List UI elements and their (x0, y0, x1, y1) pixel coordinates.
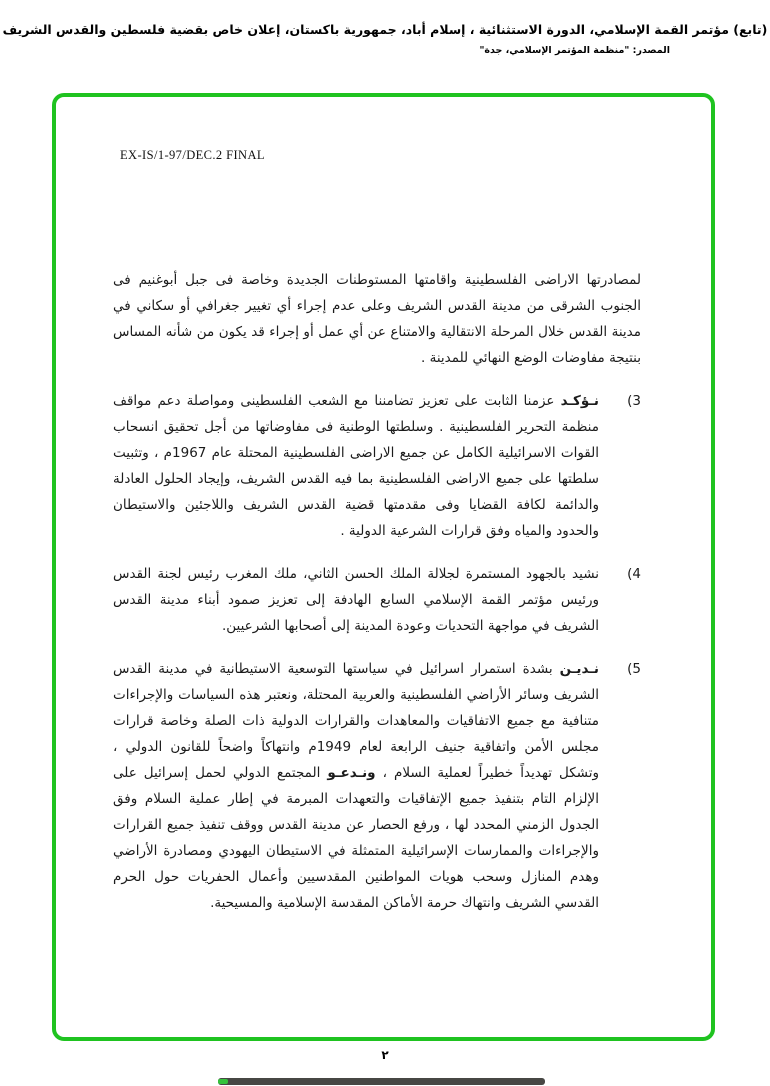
item-text-3 (113, 388, 599, 544)
document-reference: EX-IS/1-97/DEC.2 FINAL (120, 148, 265, 162)
scan-frame (52, 93, 715, 1041)
item-text-4 (113, 561, 599, 639)
scan-edge-green-mark (218, 1079, 228, 1084)
item-lead-word-5: نـديـن (559, 661, 599, 677)
item-lead2-word-5: ونـدعـو (327, 765, 376, 781)
page-number: ٢ (381, 1048, 389, 1062)
list-item-5 (113, 656, 641, 916)
item-body-text-3: عزمنا الثابت على تعزيز تضامننا مع الشعب الفلسطينى ومواصلة دعم مواقف منظمة التحرير الفلسطينية . وسلطتها الوطنية فى مفاوضاتها من أجل تحقيق انسحاب القوات الاسرائيلية الكامل عن جميع الاراضى الفلسطينية المحتلة عام 1967م ، وتثبيت سلطتها على جميع الاراضى الفلسطينية بما فيه القدس الشريف، وإيجاد الحلول العادلة والدائمة لكافة القضايا وفى مقدمتها قضية القدس الشريف واللاجئين والاستيطان والحدود والمياه وفق قرارات الشرعية الدولية . (113, 393, 599, 539)
item-body-text-5: بشدة استمرار اسرائيل في سياستها التوسعية الاستيطانية في مدينة القدس الشريف وسائر الأراضي الفلسطينية والعربية المحتلة، ونعتبر هذه السياسات والإجراءات متنافية مع جميع الاتفاقيات والمعاهدات والقرارات الدولية ذات الصلة وخاصة قرارات مجلس الأمن واتفاقية جنيف الرابعة لعام 1949م وانتهاكاً واضحاً للقانون الدولي ، وتشكل تهديداً خطيراً لعملية السلام ، (113, 661, 600, 781)
item-number-3: (3 (627, 393, 641, 409)
item-number-5: (5 (627, 661, 641, 677)
continuation-paragraph: لمصادرتها الاراضى الفلسطينية واقامتها المستوطنات الجديدة وخاصة فى جبل أبوغنيم فى الجنوب الشرقى من مدينة القدس الشريف وعلى عدم إجراء أي تغيير جغرافي أو سكاني في مدينة القدس خلال المرحلة الانتقالية والامتناع عن أي عمل أو إجراء قد يكون من شأنه المساس بنتيجة مفاوضات الوضع النهائي للمدينة . (113, 272, 641, 366)
item-text-5 (113, 656, 599, 916)
list-item-4 (113, 561, 641, 639)
item-body-text-4: نشيد بالجهود المستمرة لجلالة الملك الحسن الثاني، ملك المغرب رئيس لجنة القدس ورئيس مؤتمر القمة الإسلامي السابع الهادفة إلى تعزيز صمود أبناء مدينة القدس الشريف في مواجهة التحديات وعودة المدينة إلى أصحابها الشرعيين. (113, 566, 599, 634)
scan-edge-artifact (218, 1078, 545, 1085)
page-title: (تابع) مؤتمر القمة الإسلامي، الدورة الاستثنائية ، إسلام أباد، جمهورية باكستان، إعلان خاص بقضية فلسطين والقدس الشريف (2, 22, 768, 37)
list-item-3 (113, 388, 641, 544)
document-body (56, 267, 711, 916)
source-line: المصدر: "منظمة المؤتمر الإسلامي، جدة" (479, 45, 670, 56)
item-lead-word-3: نـؤكـد (560, 393, 599, 409)
item-body2-text-5: المجتمع الدولي لحمل إسرائيل على الإلزام التام بتنفيذ جميع الإتفاقيات والتعهدات المبرمة في إطار عملية السلام وفق الجدول الزمني المحدد لها ، ورفع الحصار عن مدينة القدس ووقف تنفيذ جميع القرارات والإجراءات والممارسات الإسرائيلية المتمثلة في الاستيطان اليهودي ومصادرة الأراضي وهدم المنازل وسحب هويات المواطنين المقدسيين وأعمال الحفريات حول الحرم القدسي الشريف وانتهاك حرمة الأماكن المقدسة الإسلامية والمسيحية. (113, 765, 599, 911)
item-number-4: (4 (627, 566, 641, 582)
